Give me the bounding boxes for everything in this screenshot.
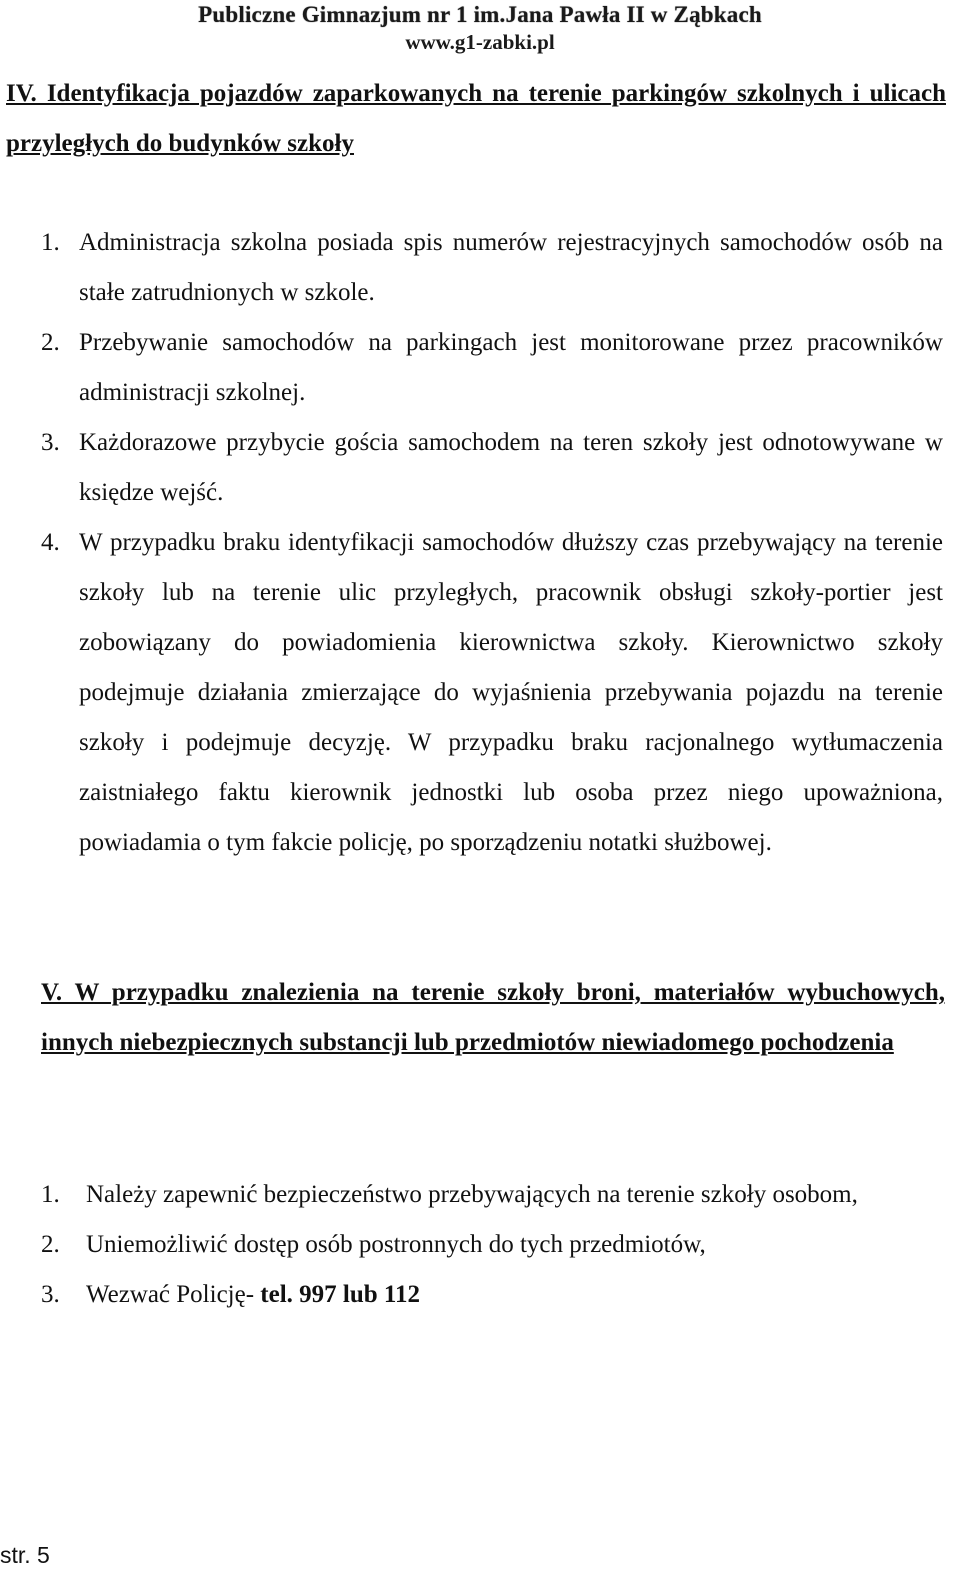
list-item-number: 3.: [41, 429, 60, 456]
list-item-text: Przebywanie samochodów na parkingach jest monitorowane przez pracowników administracji szkolnej.: [79, 329, 943, 406]
list-item-number: 1.: [41, 229, 60, 256]
list-item: [41, 1220, 944, 1270]
list-item-text: [86, 1270, 944, 1320]
emergency-phone-numbers: tel. 997 lub 112: [260, 1281, 421, 1308]
list-item: [41, 1270, 944, 1320]
list-item-number: 3.: [41, 1281, 60, 1308]
section-iv-list: [41, 218, 943, 868]
school-name: Publiczne Gimnazjum nr 1 im.Jana Pawła II w Ząbkach: [198, 2, 762, 27]
list-item: [41, 1170, 944, 1220]
list-item-text: Każdorazowe przybycie gościa samochodem na teren szkoły jest odnotowywane w księdze wejść.: [79, 429, 943, 506]
list-item: [41, 418, 943, 518]
list-item: [41, 218, 943, 318]
list-item: [41, 318, 943, 418]
list-item-number: 2.: [41, 329, 60, 356]
list-item-number: 4.: [41, 529, 60, 556]
school-website: www.g1-zabki.pl: [405, 30, 555, 54]
list-item-text: W przypadku braku identyfikacji samochodów dłuższy czas przebywający na terenie szkoły lub na terenie ulic przyległych, pracownik obsługi szkoły-portier jest zobowiązany do powiadomienia kierownictwa szkoły. Kierownictwo szkoły podejmuje działania zmierzające do wyjaśnienia przebywania pojazdu na terenie szkoły i podejmuje decyzję. W przypadku braku racjonalnego wytłumaczenia zaistniałego faktu kierownik jednostki lub osoba przez niego upoważniona, powiadamia o tym fakcie policję, po sporządzeniu notatki służbowej.: [79, 529, 943, 856]
list-item-text: Należy zapewnić bezpieczeństwo przebywających na terenie szkoły osobom,: [86, 1181, 858, 1208]
list-item-text-regular: Wezwać Policję-: [86, 1281, 261, 1308]
list-item: [41, 518, 943, 868]
list-item-text: Uniemożliwić dostęp osób postronnych do tych przedmiotów,: [86, 1231, 706, 1258]
page-number: str. 5: [0, 1542, 50, 1568]
list-item-text: Administracja szkolna posiada spis numerów rejestracyjnych samochodów osób na stałe zatrudnionych w szkole.: [79, 229, 943, 306]
section-v-heading: V. W przypadku znalezienia na terenie szkoły broni, materiałów wybuchowych, innych niebezpiecznych substancji lub przedmiotów niewiadomego pochodzenia: [41, 979, 945, 1056]
section-iv-heading: IV. Identyfikacja pojazdów zaparkowanych na terenie parkingów szkolnych i ulicach przyległych do budynków szkoły: [6, 80, 946, 157]
section-v-list: [41, 1170, 944, 1320]
list-item-number: 2.: [41, 1231, 60, 1258]
list-item-number: 1.: [41, 1181, 60, 1208]
